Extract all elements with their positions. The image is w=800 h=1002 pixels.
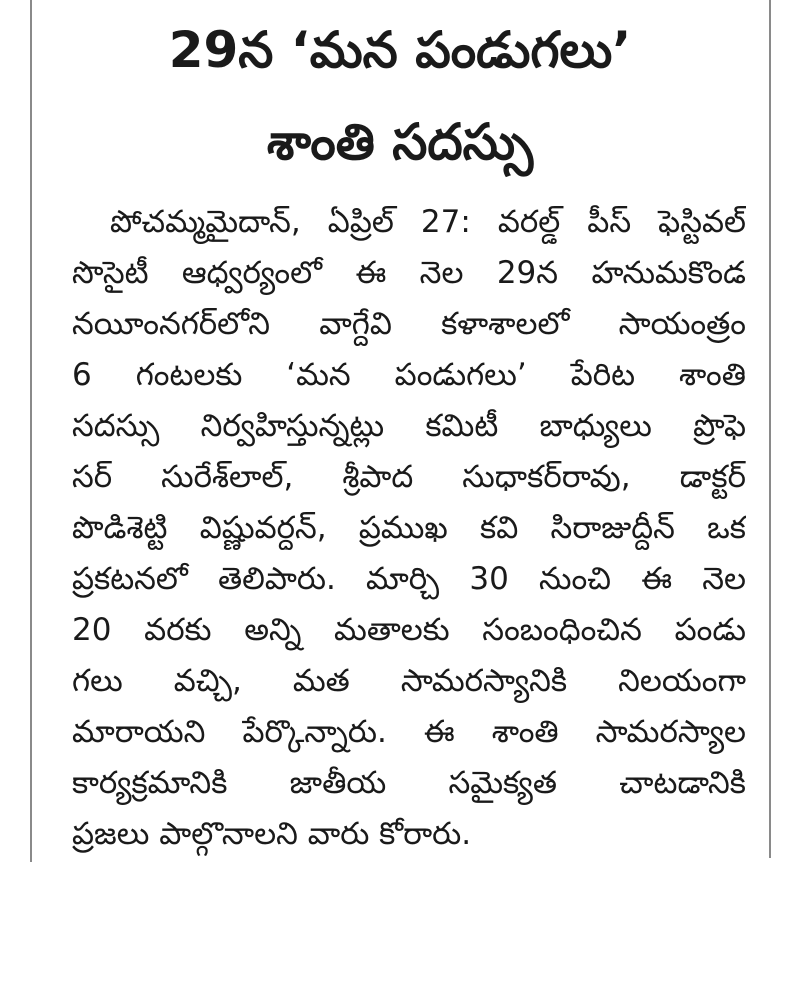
- body-line-11: మారాయని పేర్కొన్నారు. ఈ శాంతి సామరస్యాల: [72, 714, 746, 750]
- column-rule-left: [30, 0, 32, 862]
- body-line-2: సొసైటీ ఆధ్వర్యంలో ఈ నెల 29న హనుమకొండ: [72, 255, 746, 291]
- headline-line-2: శాంతి సదస్సు: [266, 113, 534, 171]
- body-line-3: నయీంనగర్‌లోని వాగ్దేవి కళాశాలలో సాయంత్రం: [72, 306, 746, 342]
- body-line-13: ప్రజలు పాల్గొనాలని వారు కోరారు.: [72, 816, 472, 852]
- headline-line-1: 29న ‘మన పండుగలు’: [168, 21, 632, 79]
- body-line-6: సర్ సురేశ్‌లాల్, శ్రీపాద సుధాకర్‌రావు, డాక్టర్: [72, 459, 746, 495]
- body-line-12: కార్యక్రమానికి జాతీయ సమైక్యత చాటడానికి: [72, 765, 746, 801]
- body-line-7: పొడిశెట్టి విష్ణువర్ధన్, ప్రముఖ కవి సిరాజుద్దీన్ ఒక: [72, 510, 746, 546]
- body-line-8: ప్రకటనలో తెలిపారు. మార్చి 30 నుంచి ఈ నెల: [72, 561, 746, 597]
- body-line-1: పోచమ్మమైదాన్, ఏప్రిల్ 27: వరల్డ్ పీస్ ఫెస్టివల్: [110, 204, 746, 240]
- body-line-9: 20 వరకు అన్ని మతాలకు సంబంధించిన పండు: [72, 612, 746, 648]
- body-line-10: గలు వచ్చి, మత సామరస్యానికి నిలయంగా: [72, 663, 746, 699]
- body-line-5: సదస్సు నిర్వహిస్తున్నట్లు కమిటీ బాధ్యులు ప్రొఫె: [72, 408, 746, 444]
- column-rule-right: [769, 0, 771, 858]
- body-line-4: 6 గంటలకు ‘మన పండుగలు’ పేరిట శాంతి: [72, 357, 746, 393]
